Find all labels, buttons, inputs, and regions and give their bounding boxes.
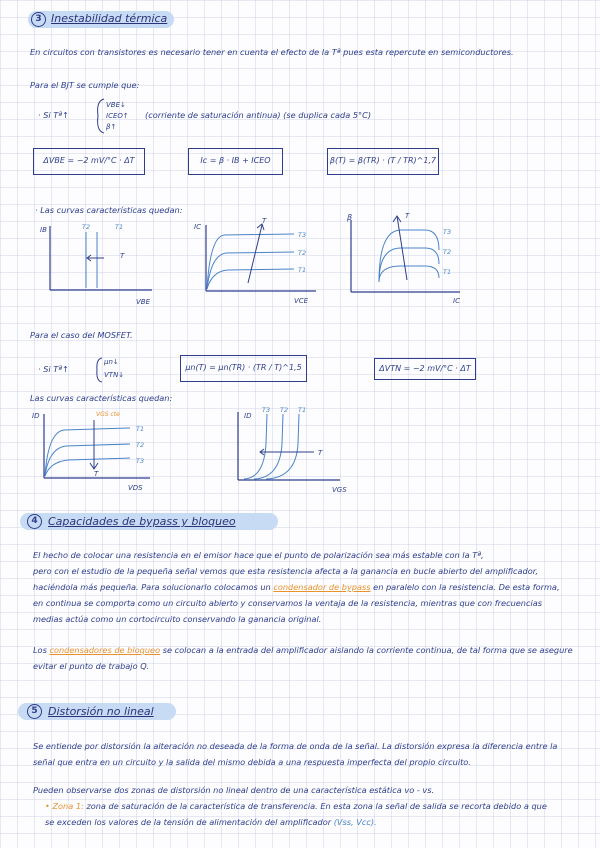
graph2-t2: T2: [298, 249, 307, 257]
bjt-brace: [92, 97, 106, 135]
p4a-line: El hecho de colocar una resistencia en el emisor hace que el punto de polarización sea más estable con la Tª,: [33, 550, 484, 560]
graph5-xlabel: VGS: [332, 486, 347, 494]
blocking-capacitor-term: condensadores de bloqueo: [49, 645, 161, 655]
graph4-t1: T1: [136, 425, 145, 433]
graph4-t2: T2: [136, 441, 145, 449]
graph5-ylabel: ID: [244, 412, 252, 420]
p4a-text: haciéndola más pequeña. Para solucionarlo colocamos un: [33, 582, 271, 592]
p4b-text: se colocan a la entrada del amplificador aislando la corriente continua, de tal forma que se asegure: [162, 645, 573, 655]
bjt-list-item: ICEO↑: [106, 112, 129, 120]
p5c-text: zona de saturación de la característica de transferencia. En esta zona la señal de salida se recorta debido a que: [86, 801, 547, 811]
p5a-line: Se entiende por distorsión la alteración no deseada de la forma de onda de la señal. La distorsión expresa la diferencia entre la: [33, 741, 558, 751]
p5c-line: [45, 817, 377, 827]
graph5-t2: T2: [280, 406, 289, 414]
curves-title-2: Las curvas características quedan:: [30, 393, 173, 403]
graph3-t: T: [405, 212, 410, 220]
graph1-ylabel: IB: [40, 226, 47, 234]
supply-voltages: (Vss, Vcc).: [333, 817, 377, 827]
graph-beta-ic: [345, 210, 470, 306]
mosfet-list-item: μn↓: [104, 358, 119, 366]
bjt-condition: · Si Tª↑: [38, 110, 69, 120]
p4a-line: pero con el estudio de la pequeña señal vemos que esta resistencia afecta a la ganancia en bucle abierto del amplificador,: [33, 566, 538, 576]
mosfet-condition: · Si Tª↑: [38, 364, 69, 374]
section-4-title: Capacidades de bypass y bloqueo: [48, 515, 236, 528]
graph2-t1: T1: [298, 266, 307, 274]
graph5-t1: T1: [298, 406, 307, 414]
p5b-text: Pueden observarse dos zonas de distorsión no lineal dentro de una característica estática vo - vs.: [33, 785, 435, 795]
p4a-text: en paralelo con la resistencia. De esta forma,: [373, 582, 560, 592]
bjt-list-item: VBE↓: [106, 101, 126, 109]
mosfet-brace: [92, 356, 104, 384]
graph3-t1: T1: [443, 268, 452, 276]
graph3-t2: T2: [443, 248, 452, 256]
formula-box-ic: Ic = β · IB + ICEO: [188, 148, 283, 175]
graph1-xlabel: VBE: [136, 298, 151, 306]
graph3-ylabel: β: [347, 213, 353, 222]
p5a-line: señal que entra en un circuito y la salida del mismo debida a una respuesta imperfecta del propio circuito.: [33, 757, 471, 767]
intro-text: En circuitos con transistores es necesario tener en cuenta el efecto de la Tª pues esta repercute en semiconductores.: [30, 47, 514, 57]
graph2-ylabel: IC: [194, 223, 201, 231]
graph2-t3: T3: [298, 231, 307, 239]
p4b-text: Los: [33, 645, 47, 655]
formula-box-vtn: ΔVTN = −2 mV/°C · ΔT: [374, 358, 476, 380]
p4a-line: [33, 582, 560, 592]
mosfet-list-item: VTN↓: [104, 371, 125, 379]
graph-ic-vce: [190, 213, 325, 305]
section-3-number: 3: [31, 12, 46, 27]
p4b-line: evitar el punto de trabajo Q.: [33, 661, 150, 671]
bypass-capacitor-term: condensador de bypass: [273, 582, 371, 592]
p4a-line: en continua se comporta como un circuito abierto y conservamos la ventaja de la resistencia, mientras que con frecuencias: [33, 598, 543, 608]
graph3-xlabel: IC: [453, 297, 460, 305]
formula-box-vbe: ΔVBE = −2 mV/°C · ΔT: [33, 148, 145, 175]
graph4-xlabel: VDS: [128, 484, 143, 492]
graph4-note: VGS cte: [96, 411, 120, 418]
curves-title: · Las curvas características quedan:: [35, 205, 183, 215]
formula-box-mu: μn(T) = μn(TR) · (TR / T)^1,5: [180, 355, 307, 382]
graph-ib-vbe: [40, 218, 160, 308]
zone-1-label: • Zona 1:: [45, 801, 84, 811]
bjt-list-item: β↑: [106, 123, 117, 131]
graph4-t: T: [94, 470, 99, 478]
graph1-t: T: [120, 252, 125, 260]
graph2-t: T: [262, 217, 267, 225]
graph1-t1: T1: [115, 223, 124, 231]
p4a-line: medias actúa como un cortocircuito conservando la ganancia original.: [33, 614, 322, 624]
graph5-t: T: [318, 449, 323, 457]
mosfet-title: Para el caso del MOSFET.: [30, 330, 133, 340]
bjt-note: (corriente de saturación antinua) (se duplica cada 5°C): [145, 110, 372, 120]
graph3-t3: T3: [443, 228, 452, 236]
p5c-text: se exceden los valores de la tensión de alimentación del amplificador: [45, 817, 332, 827]
section-3-title: Inestabilidad térmica: [51, 12, 168, 25]
p5c-line: [45, 801, 547, 811]
graph2-xlabel: VCE: [294, 297, 309, 305]
formula-box-beta: β(T) = β(TR) · (T / TR)^1,7: [327, 148, 439, 175]
bjt-title: Para el BJT se cumple que:: [30, 80, 140, 90]
graph-id-vgs: [230, 404, 355, 496]
graph4-t3: T3: [136, 457, 145, 465]
section-5-title: Distorsión no lineal: [48, 705, 154, 718]
graph5-t3: T3: [262, 406, 271, 414]
graph-id-vds: [30, 406, 160, 492]
section-5-number: 5: [27, 704, 42, 719]
graph1-t2: T2: [82, 223, 91, 231]
p4b-line: [33, 645, 573, 655]
section-4-number: 4: [27, 514, 42, 529]
graph4-ylabel: ID: [32, 412, 40, 420]
